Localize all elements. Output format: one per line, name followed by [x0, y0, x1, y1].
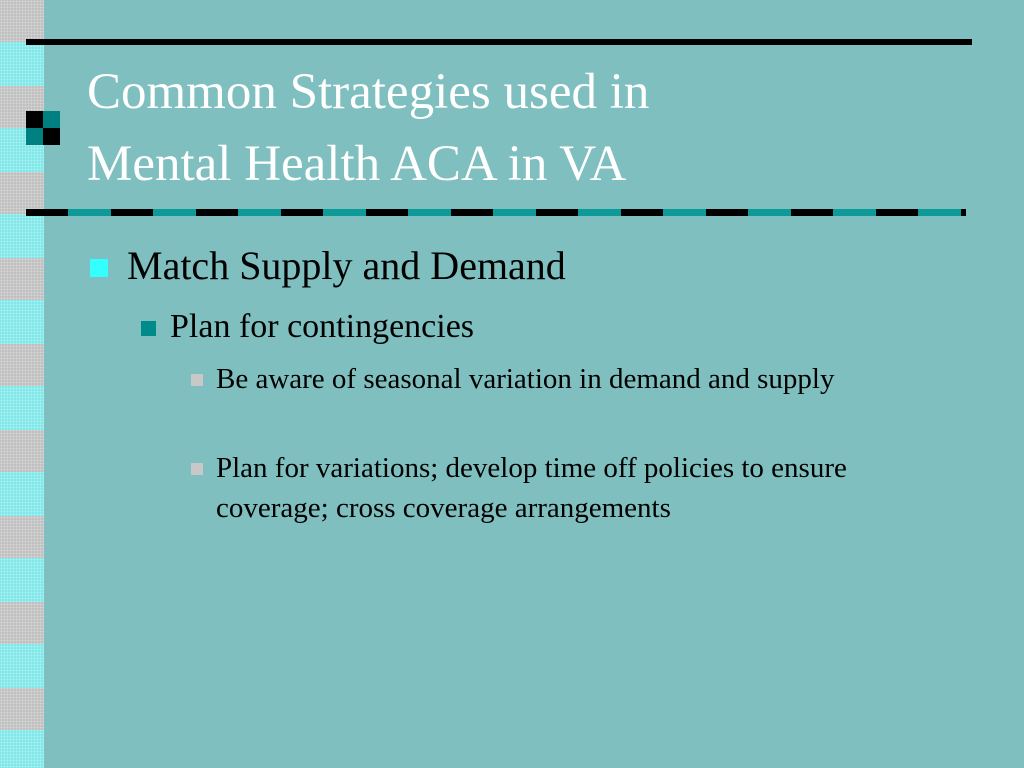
slide-title-line-1: Common Strategies used in [87, 64, 650, 120]
bullet-square-icon [141, 321, 156, 336]
bullet-level-3: Be aware of seasonal variation in demand and supply [216, 363, 835, 395]
bullet-square-icon [191, 463, 203, 475]
bullet-square-icon [90, 259, 108, 277]
bullet-level-2: Plan for contingencies [170, 308, 475, 345]
slide-title [87, 56, 987, 200]
bullet-square-icon [191, 374, 203, 386]
title-checker-icon [26, 111, 60, 145]
title-top-rule [26, 39, 972, 45]
title-dashed-rule [26, 209, 966, 216]
bullet-level-3: Plan for variations; develop time off policies to ensure coverage; cross coverage arrangements [216, 452, 847, 524]
slide-title-line-2: Mental Health ACA in VA [87, 136, 627, 192]
bullet-level-1: Match Supply and Demand [127, 243, 566, 288]
